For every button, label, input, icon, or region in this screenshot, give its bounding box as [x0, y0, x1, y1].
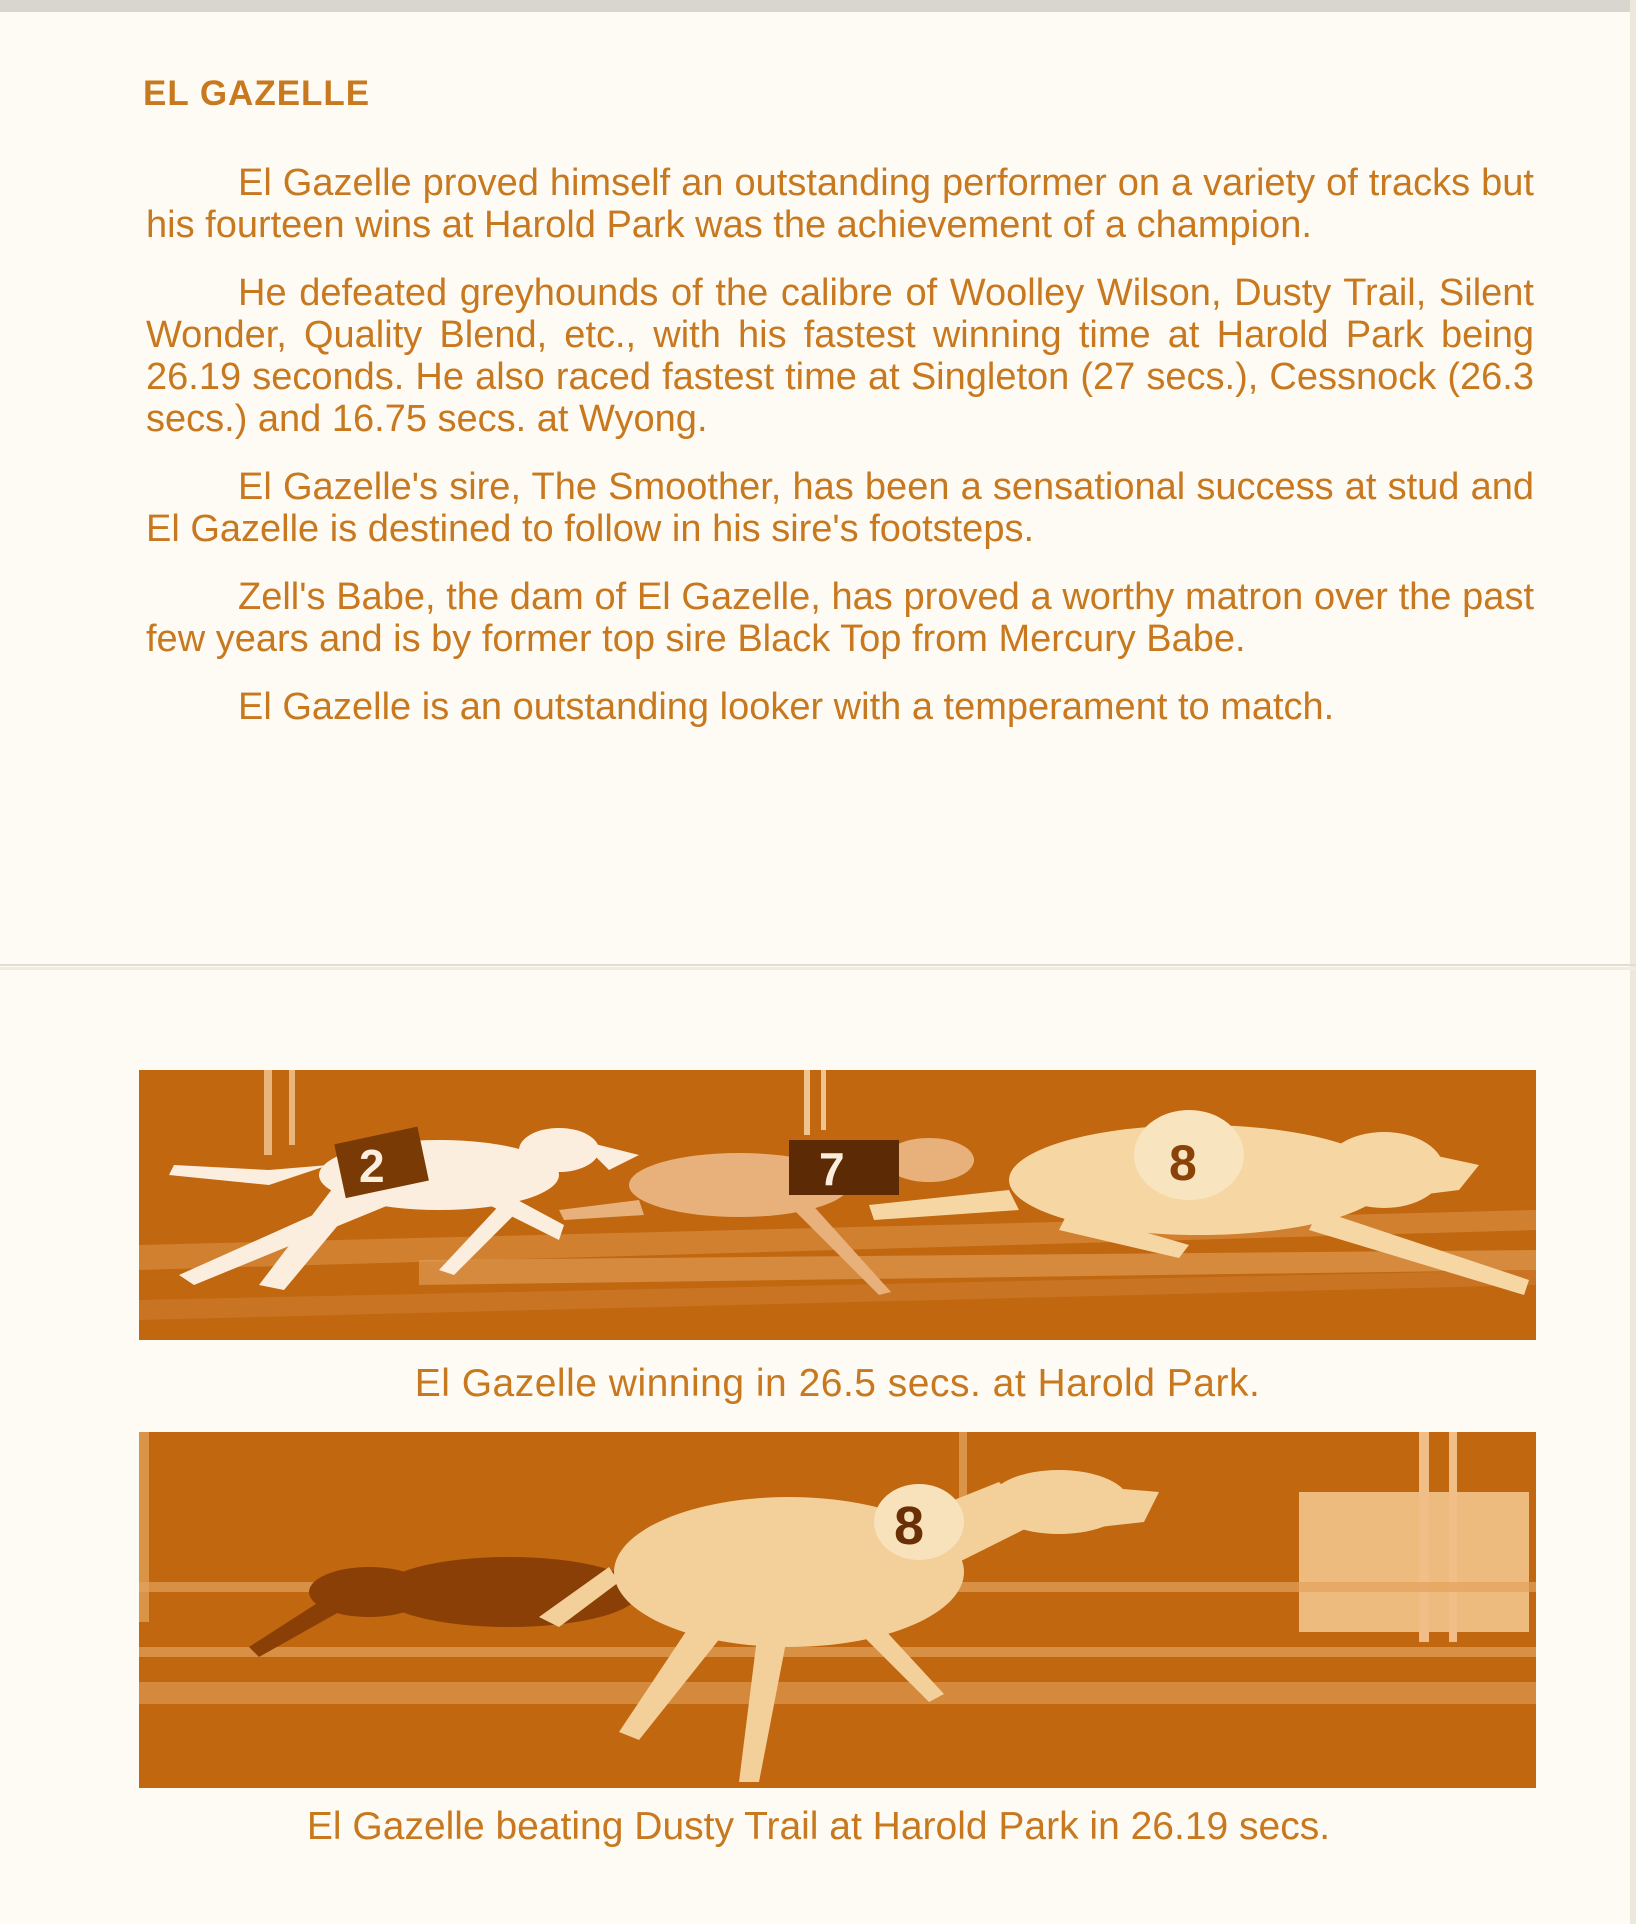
paragraph-5: El Gazelle is an outstanding looker with a temperament to match.: [238, 686, 1335, 728]
body-text: [146, 162, 1534, 754]
photo-caption-2: El Gazelle beating Dusty Trail at Harold Park in 26.19 secs.: [306, 1805, 1331, 1848]
page-title: EL GAZELLE: [143, 74, 371, 113]
race-photo-winning: [139, 1070, 1536, 1340]
paragraph-2: He defeated greyhounds of the calibre of Woolley Wilson, Dusty Trail, Silent Wonder, Quality Blend, etc., with his fastest winning time at Harold Park being 26.19 seconds. He also raced fastest time at Singleton (27 secs.), Cessnock (26.3 secs.) and 16.75 secs. at Wyong.: [146, 272, 1534, 440]
fold-shadow: [0, 967, 1636, 970]
race-photo-1-graphic: [139, 1070, 1536, 1340]
fold-line: [0, 964, 1636, 966]
paragraph-4: Zell's Babe, the dam of El Gazelle, has proved a worthy matron over the past few years and is by former top sire Black Top from Mercury Babe.: [146, 576, 1534, 660]
rug-number-8: 8: [1169, 1135, 1197, 1191]
photo-caption-1: El Gazelle winning in 26.5 secs. at Harold Park.: [414, 1362, 1261, 1405]
rug-number-8-second: 8: [894, 1496, 925, 1556]
rug-number-7: 7: [819, 1143, 845, 1195]
paragraph-3: El Gazelle's sire, The Smoother, has been a sensational success at stud and El Gazelle is destined to follow in his sire's footsteps.: [146, 466, 1534, 550]
rug-number-2: 2: [359, 1140, 385, 1192]
brochure-page: [0, 12, 1636, 1924]
scan-top-edge: [0, 0, 1636, 12]
paragraph-1: El Gazelle proved himself an outstanding performer on a variety of tracks but his fourteen wins at Harold Park was the achievement of a champion.: [146, 162, 1534, 246]
race-photo-beating: [139, 1432, 1536, 1788]
race-photo-2-graphic: [139, 1432, 1536, 1788]
